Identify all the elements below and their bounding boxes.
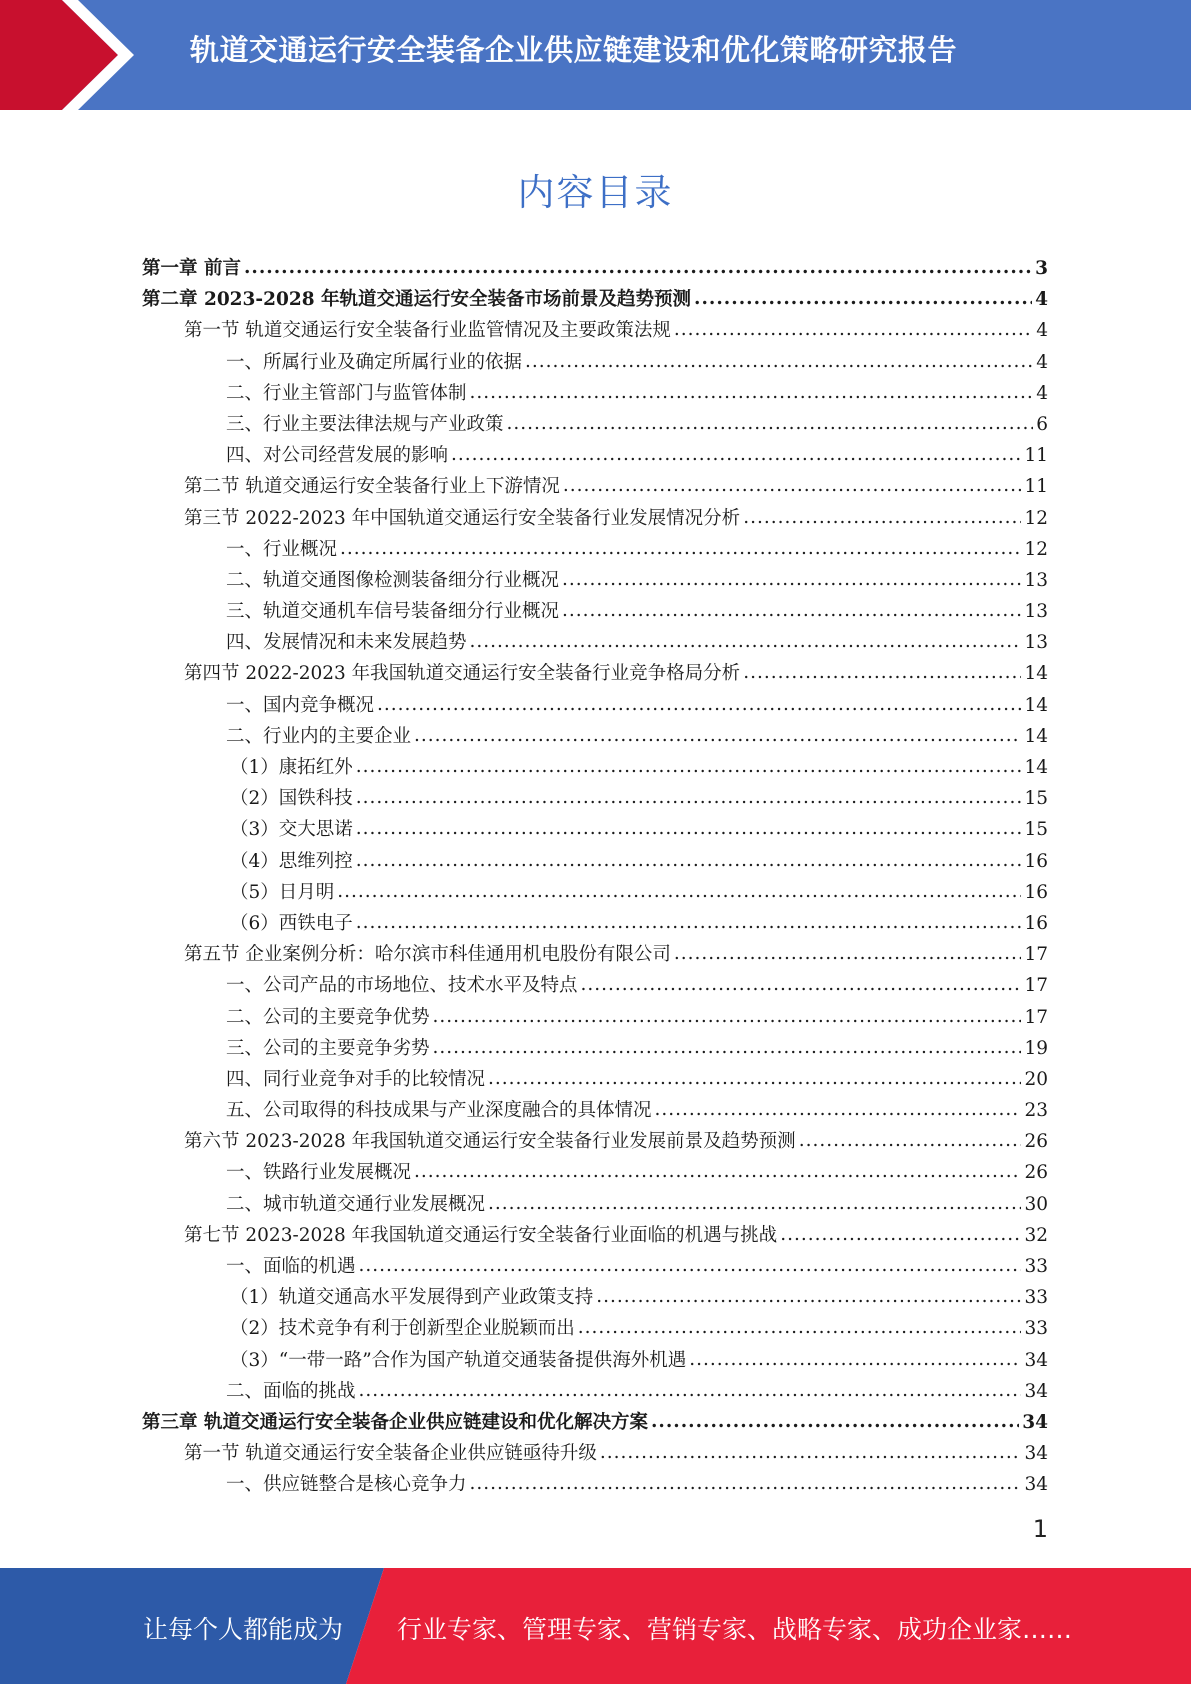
toc-entry[interactable]	[142, 1407, 1048, 1438]
toc-dot-leader	[414, 720, 1021, 751]
toc-entry[interactable]	[142, 1282, 1048, 1313]
toc-dot-leader	[244, 252, 1032, 283]
toc-entry-page: 34	[1024, 1474, 1048, 1496]
toc-entry-page: 6	[1036, 413, 1048, 435]
toc-dot-leader	[340, 533, 1021, 564]
toc-entry-label: （1）康拓红外	[230, 757, 353, 778]
toc-entry-label: 第一章 前言	[142, 258, 241, 279]
toc-entry-label: 第七节 2023-2028 年我国轨道交通运行安全装备行业面临的机遇与挑战	[184, 1224, 778, 1246]
toc-entry-page: 13	[1024, 601, 1048, 623]
toc-dot-leader	[359, 1250, 1022, 1281]
toc-dot-leader	[743, 502, 1021, 533]
toc-entry-label: 四、同行业竞争对手的比较情况	[226, 1068, 486, 1090]
toc-entry-label: 二、公司的主要竞争优势	[226, 1006, 430, 1028]
toc-dot-leader	[356, 907, 1022, 938]
toc-entry-label: （3）交大思诺	[230, 819, 353, 841]
toc-entry[interactable]	[142, 1157, 1048, 1188]
toc-entry-label: 第六节 2023-2028 年我国轨道交通运行安全装备行业发展前景及趋势预测	[184, 1131, 796, 1153]
toc-entry[interactable]	[142, 347, 1048, 378]
toc-entry-page: 4	[1035, 289, 1048, 311]
toc-entry[interactable]	[142, 908, 1048, 939]
toc-entry-label: 第一节 轨道交通运行安全装备企业供应链亟待升级	[184, 1443, 597, 1465]
toc-entry-page: 11	[1024, 445, 1048, 467]
toc-entry-label: （6）西铁电子	[230, 912, 353, 934]
toc-dot-leader	[563, 470, 1022, 501]
toc-entry-page: 26	[1024, 1162, 1048, 1184]
toc-entry[interactable]	[142, 1064, 1048, 1095]
toc-entry-page: 26	[1024, 1131, 1048, 1153]
toc-entry-label: 二、轨道交通图像检测装备细分行业概况	[226, 569, 560, 591]
toc-entry-label: 二、城市轨道交通行业发展概况	[226, 1193, 486, 1215]
toc-entry-page: 33	[1024, 1287, 1048, 1309]
toc-entry-page: 17	[1024, 975, 1048, 997]
toc-entry-page: 16	[1024, 881, 1048, 903]
toc-entry-label: 一、公司产品的市场地位、技术水平及特点	[226, 975, 578, 997]
toc-entry-page: 15	[1024, 788, 1048, 810]
toc-entry[interactable]	[142, 1376, 1048, 1407]
toc-entry[interactable]	[142, 627, 1048, 658]
footer-slogan-right: 行业专家、管理专家、营销专家、战略专家、成功企业家……	[397, 1615, 1073, 1644]
toc-dot-leader	[562, 595, 1021, 626]
toc-entry-page: 20	[1024, 1068, 1048, 1090]
toc-dot-leader	[337, 876, 1021, 907]
toc-entry-page: 33	[1024, 1318, 1048, 1340]
toc-entry[interactable]	[142, 565, 1048, 596]
toc-entry-label: 第一节 轨道交通运行安全装备行业监管情况及主要政策法规	[184, 320, 671, 342]
toc-dot-leader	[525, 346, 1033, 377]
toc-entry-label: 第三节 2022-2023 年中国轨道交通运行安全装备行业发展情况分析	[184, 507, 741, 529]
toc-entry-page: 3	[1035, 258, 1048, 279]
toc-entry-label: 三、公司的主要竞争劣势	[226, 1037, 430, 1059]
toc-entry-page: 11	[1024, 476, 1048, 498]
toc-entry-label: 二、面临的挑战	[226, 1380, 356, 1402]
toc-entry-page: 4	[1036, 320, 1048, 342]
toc-entry[interactable]	[142, 1220, 1048, 1251]
toc-entry-label: （1）轨道交通高水平发展得到产业政策支持	[230, 1287, 594, 1309]
toc-entry[interactable]	[142, 814, 1048, 845]
toc-entry-label: 五、公司取得的科技成果与产业深度融合的具体情况	[226, 1100, 652, 1122]
toc-entry-page: 4	[1036, 382, 1048, 404]
toc-dot-leader	[743, 657, 1021, 688]
toc-entry-page: 15	[1024, 819, 1048, 841]
toc-entry-label: 第二章 2023-2028 年轨道交通运行安全装备市场前景及趋势预测	[142, 289, 692, 311]
toc-entry[interactable]	[142, 846, 1048, 877]
toc-dot-leader	[470, 626, 1022, 657]
toc-entry-label: 第五节 企业案例分析：哈尔滨市科佳通用机电股份有限公司	[184, 944, 671, 966]
toc-dot-leader	[377, 689, 1021, 720]
toc-dot-leader	[674, 314, 1033, 345]
toc-entry-page: 12	[1024, 538, 1048, 560]
toc-entry[interactable]	[142, 690, 1048, 721]
toc-entry-label: 第二节 轨道交通运行安全装备行业上下游情况	[184, 476, 560, 498]
toc-dot-leader	[470, 377, 1034, 408]
toc-dot-leader	[780, 1219, 1021, 1250]
toc-entry[interactable]	[142, 596, 1048, 627]
toc-entry-page: 12	[1024, 507, 1048, 529]
toc-entry-page: 14	[1024, 694, 1048, 716]
toc-dot-leader	[356, 751, 1022, 782]
page-number: 1	[1032, 1515, 1048, 1543]
toc-entry[interactable]	[142, 315, 1048, 346]
toc-dot-leader	[799, 1125, 1022, 1156]
header-red-chevron	[0, 0, 150, 110]
toc-entry[interactable]	[142, 1313, 1048, 1344]
toc-dot-leader	[694, 283, 1032, 314]
toc-entry[interactable]	[142, 253, 1048, 284]
toc-dot-leader	[356, 845, 1022, 876]
toc-entry[interactable]	[142, 658, 1048, 689]
toc-dot-leader	[451, 439, 1021, 470]
toc-entry-label: 一、供应链整合是核心竞争力	[226, 1474, 467, 1496]
toc-entry-label: （3）“一带一路”合作为国产轨道交通装备提供海外机遇	[230, 1349, 687, 1371]
toc-dot-leader	[356, 782, 1022, 813]
toc-entry[interactable]	[142, 877, 1048, 908]
toc-dot-leader	[651, 1406, 1019, 1437]
toc-entry-page: 30	[1024, 1193, 1048, 1215]
toc-dot-leader	[581, 969, 1022, 1000]
toc-entry[interactable]	[142, 1469, 1048, 1500]
toc-entry-label: 第三章 轨道交通运行安全装备企业供应链建设和优化解决方案	[142, 1411, 648, 1433]
toc-entry-page: 4	[1036, 351, 1048, 373]
toc-entry-page: 13	[1024, 569, 1048, 591]
toc-entry[interactable]	[142, 1126, 1048, 1157]
toc-entry-page: 17	[1024, 1006, 1048, 1028]
toc-entry[interactable]	[142, 939, 1048, 970]
toc-entry-label: 一、行业概况	[226, 538, 338, 560]
toc-entry-page: 23	[1024, 1100, 1048, 1122]
toc-dot-leader	[674, 938, 1022, 969]
toc-dot-leader	[470, 1468, 1022, 1499]
toc-entry[interactable]	[142, 378, 1048, 409]
toc-entry-label: （4）思维列控	[230, 850, 353, 872]
toc-entry-label: 三、轨道交通机车信号装备细分行业概况	[226, 601, 560, 623]
toc-entry-page: 16	[1024, 912, 1048, 934]
toc-entry-label: 二、行业内的主要企业	[226, 725, 412, 747]
toc-entry-label: 二、行业主管部门与监管体制	[226, 382, 467, 404]
footer-slogan-left: 让每个人都能成为	[143, 1615, 344, 1644]
toc-entry[interactable]	[142, 284, 1048, 315]
toc-entry-label: 四、发展情况和未来发展趋势	[226, 632, 467, 654]
toc-entry-page: 19	[1024, 1037, 1048, 1059]
toc-dot-leader	[356, 813, 1022, 844]
toc-dot-leader	[578, 1312, 1022, 1343]
toc-entry[interactable]	[142, 534, 1048, 565]
toc-entry[interactable]	[142, 783, 1048, 814]
toc-entry[interactable]	[142, 1438, 1048, 1469]
table-of-contents	[142, 253, 1048, 1501]
toc-dot-leader	[488, 1188, 1021, 1219]
toc-entry[interactable]	[142, 970, 1048, 1001]
toc-entry[interactable]	[142, 752, 1048, 783]
toc-entry-label: 三、行业主要法律法规与产业政策	[226, 413, 504, 435]
toc-entry-page: 34	[1024, 1443, 1048, 1465]
toc-entry[interactable]	[142, 503, 1048, 534]
toc-dot-leader	[488, 1063, 1021, 1094]
toc-entry-label: 一、所属行业及确定所属行业的依据	[226, 351, 523, 373]
toc-dot-leader	[655, 1094, 1022, 1125]
toc-entry-page: 14	[1024, 725, 1048, 747]
toc-entry-label: 四、对公司经营发展的影响	[226, 445, 449, 467]
toc-dot-leader	[596, 1281, 1021, 1312]
toc-entry-page: 34	[1024, 1349, 1048, 1371]
toc-entry-label: 一、铁路行业发展概况	[226, 1162, 412, 1184]
toc-dot-leader	[600, 1437, 1022, 1468]
toc-entry[interactable]	[142, 409, 1048, 440]
toc-entry-page: 13	[1024, 632, 1048, 654]
toc-dot-leader	[433, 1032, 1022, 1063]
toc-entry-page: 33	[1024, 1256, 1048, 1277]
toc-entry-page: 16	[1024, 850, 1048, 872]
toc-entry-label: 一、国内竞争概况	[226, 694, 375, 716]
toc-entry-page: 34	[1024, 1380, 1048, 1402]
toc-entry-label: （2）国铁科技	[230, 788, 353, 810]
toc-entry[interactable]	[142, 1095, 1048, 1126]
toc-dot-leader	[414, 1156, 1021, 1187]
toc-entry[interactable]	[142, 1002, 1048, 1033]
toc-entry-page: 14	[1024, 757, 1048, 778]
toc-entry-label: （5）日月明	[230, 881, 335, 903]
document-title: 轨道交通运行安全装备企业供应链建设和优化策略研究报告	[190, 33, 958, 67]
toc-entry[interactable]	[142, 1033, 1048, 1064]
toc-dot-leader	[507, 408, 1034, 439]
toc-entry[interactable]	[142, 1189, 1048, 1220]
toc-entry[interactable]	[142, 721, 1048, 752]
toc-entry-label: （2）技术竞争有利于创新型企业脱颖而出	[230, 1318, 575, 1340]
toc-entry-page: 34	[1022, 1411, 1048, 1433]
toc-entry[interactable]	[142, 471, 1048, 502]
toc-entry-page: 14	[1024, 663, 1048, 685]
toc-entry[interactable]	[142, 1345, 1048, 1376]
toc-entry-page: 32	[1024, 1224, 1048, 1246]
toc-entry-label: 第四节 2022-2023 年我国轨道交通运行安全装备行业竞争格局分析	[184, 663, 741, 685]
toc-dot-leader	[433, 1001, 1022, 1032]
toc-dot-leader	[689, 1344, 1021, 1375]
toc-entry-label: 一、面临的机遇	[226, 1256, 356, 1277]
toc-entry[interactable]	[142, 1251, 1048, 1282]
toc-heading: 内容目录	[517, 171, 674, 214]
toc-dot-leader	[359, 1375, 1022, 1406]
toc-entry-page: 17	[1024, 944, 1048, 966]
toc-entry[interactable]	[142, 440, 1048, 471]
toc-dot-leader	[562, 564, 1021, 595]
